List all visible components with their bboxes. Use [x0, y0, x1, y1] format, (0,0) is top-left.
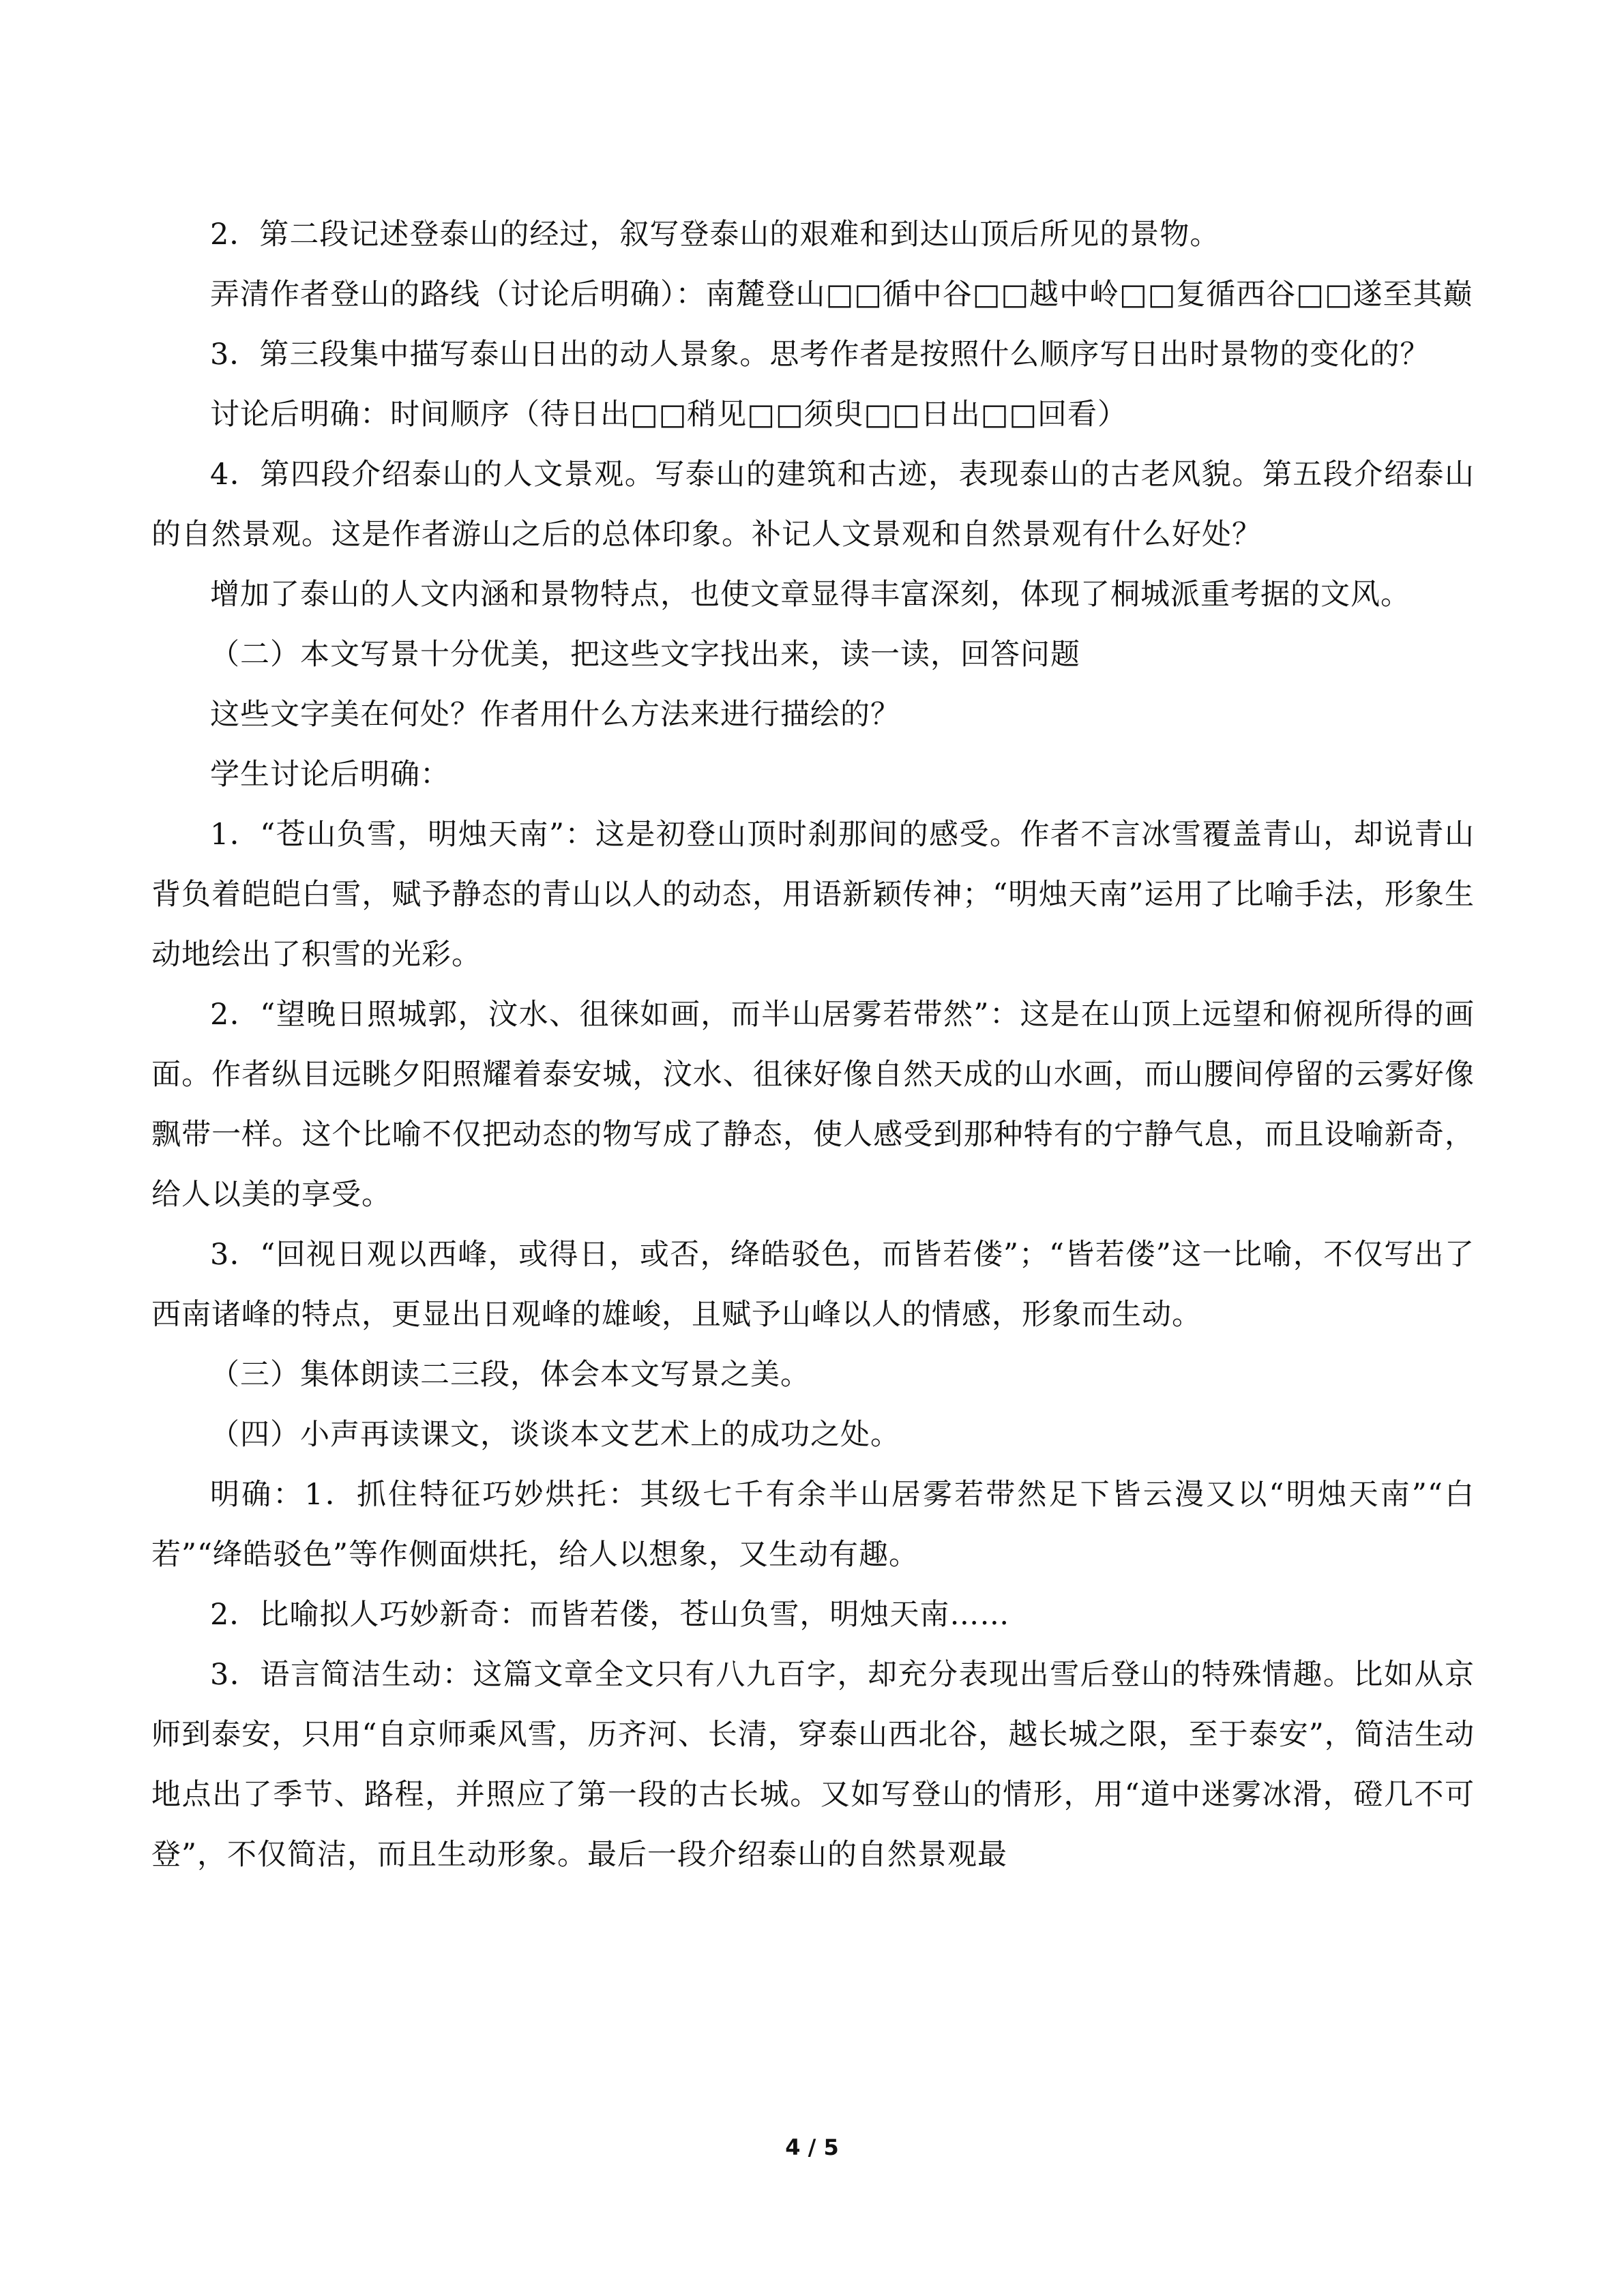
paragraph-1: 2．第二段记述登泰山的经过，叙写登泰山的艰难和到达山顶后所见的景物。: [210, 218, 1220, 252]
paragraph-6: 增加了泰山的人文内涵和景物特点，也使文章显得丰富深刻，体现了桐城派重考据的文风。: [210, 578, 1411, 612]
paragraph-15: 明确：1．抓住特征巧妙烘托：其级七千有余半山居雾若带然足下皆云漫又以“明烛天南”“白若”“绛皓驳色”等作侧面烘托，给人以想象，又生动有趣。: [151, 1478, 1475, 1572]
paragraph-17: 3．语言简洁生动：这篇文章全文只有八九百字，却充分表现出雪后登山的特殊情趣。比如从京师到泰安，只用“自京师乘风雪，历齐河、长清，穿泰山西北谷，越长城之限，至于泰安”，简洁生动地点出了季节、路程，并照应了第一段的古长城。又如写登山的情形，用“道中迷雾冰滑，磴几不可登”，不仅简洁，而且生动形象。最后一段介绍泰山的自然景观最: [151, 1658, 1475, 1872]
paragraph-4: 讨论后明确：时间顺序（待日出□□稍见□□须臾□□日出□□回看）: [210, 398, 1128, 432]
document-body: [151, 205, 1475, 1885]
paragraph-12: 3．“回视日观以西峰，或得日，或否，绛皓驳色，而皆若偻”；“皆若偻”这一比喻，不仅写出了西南诸峰的特点，更显出日观峰的雄峻，且赋予山峰以人的情感，形象而生动。: [151, 1238, 1475, 1332]
paragraph-3: 3．第三段集中描写泰山日出的动人景象。思考作者是按照什么顺序写日出时景物的变化的？: [210, 338, 1430, 372]
paragraph-2: 弄清作者登山的路线（讨论后明确）：南麓登山□□循中谷□□越中岭□□复循西谷□□遂至其巅: [210, 278, 1473, 312]
paragraph-10: 1．“苍山负雪，明烛天南”：这是初登山顶时刹那间的感受。作者不言冰雪覆盖青山，却说青山背负着皑皑白雪，赋予静态的青山以人的动态，用语新颖传神；“明烛天南”运用了比喻手法，形象生动地绘出了积雪的光彩。: [151, 818, 1475, 972]
paragraph-8: 这些文字美在何处？作者用什么方法来进行描绘的？: [210, 698, 900, 732]
paragraph-14: （四）小声再读课文，谈谈本文艺术上的成功之处。: [210, 1418, 900, 1452]
paragraph-5: 4．第四段介绍泰山的人文景观。写泰山的建筑和古迹，表现泰山的古老风貌。第五段介绍泰山的自然景观。这是作者游山之后的总体印象。补记人文景观和自然景观有什么好处？: [151, 458, 1475, 552]
paragraph-7: （二）本文写景十分优美，把这些文字找出来，读一读，回答问题: [210, 638, 1080, 672]
paragraph-13: （三）集体朗读二三段，体会本文写景之美。: [210, 1358, 810, 1392]
paragraph-16: 2．比喻拟人巧妙新奇：而皆若偻，苍山负雪，明烛天南……: [210, 1598, 1010, 1632]
paragraph-9: 学生讨论后明确：: [210, 758, 450, 792]
paragraph-11: 2．“望晚日照城郭，汶水、徂徕如画，而半山居雾若带然”：这是在山顶上远望和俯视所得的画面。作者纵目远眺夕阳照耀着泰安城，汶水、徂徕好像自然天成的山水画，而山腰间停留的云雾好像飘带一样。这个比喻不仅把动态的物写成了静态，使人感受到那种特有的宁静气息，而且设喻新奇，给人以美的享受。: [151, 998, 1475, 1212]
page-number: 4 / 5: [785, 2134, 839, 2160]
